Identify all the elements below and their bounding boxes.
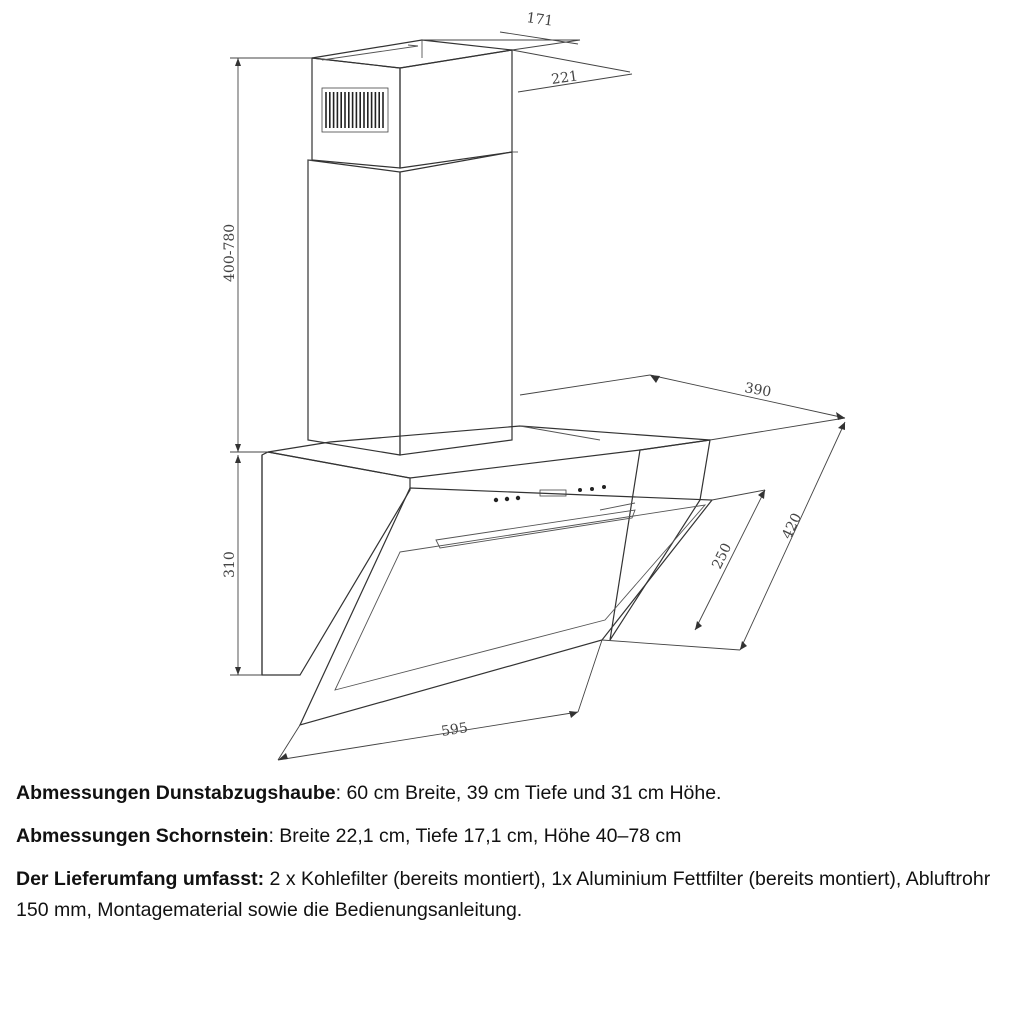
- chimney-dimensions-text: : Breite 22,1 cm, Tiefe 17,1 cm, Höhe 40–78 cm: [268, 825, 682, 847]
- vent-grille: [322, 88, 388, 132]
- dim-label-390: 390: [743, 380, 773, 401]
- delivery-scope-text: 2 x Kohlefilter (bereits montiert), 1x Aluminium Fettfilter (bereits montiert), Abluftrohr 150 mm, Montagematerial sowie die Bedienungsanleitung.: [16, 868, 991, 921]
- dim-label-310: 310: [222, 551, 238, 578]
- hood-dimensions-label: Abmessungen Dunstabzugshaube: [16, 782, 336, 804]
- dim-label-400-780: 400-780: [222, 223, 238, 282]
- chimney: [308, 40, 518, 455]
- chimney-dimensions-label: Abmessungen Schornstein: [16, 825, 269, 847]
- delivery-scope: [16, 864, 1006, 926]
- hood-dimensions: [16, 778, 1006, 809]
- dim-label-420: 420: [779, 510, 806, 542]
- dim-label-221: 221: [550, 68, 580, 88]
- delivery-scope-label: Der Lieferumfang umfasst:: [16, 868, 265, 890]
- chimney-dimensions: [16, 821, 1006, 852]
- dim-label-595: 595: [440, 719, 470, 740]
- dim-label-171: 171: [525, 10, 555, 30]
- dim-label-250: 250: [709, 540, 736, 572]
- hood-body: [262, 426, 712, 725]
- hood-dimensions-text: : 60 cm Breite, 39 cm Tiefe und 31 cm Höhe.: [335, 782, 722, 804]
- specifications: [16, 778, 1006, 938]
